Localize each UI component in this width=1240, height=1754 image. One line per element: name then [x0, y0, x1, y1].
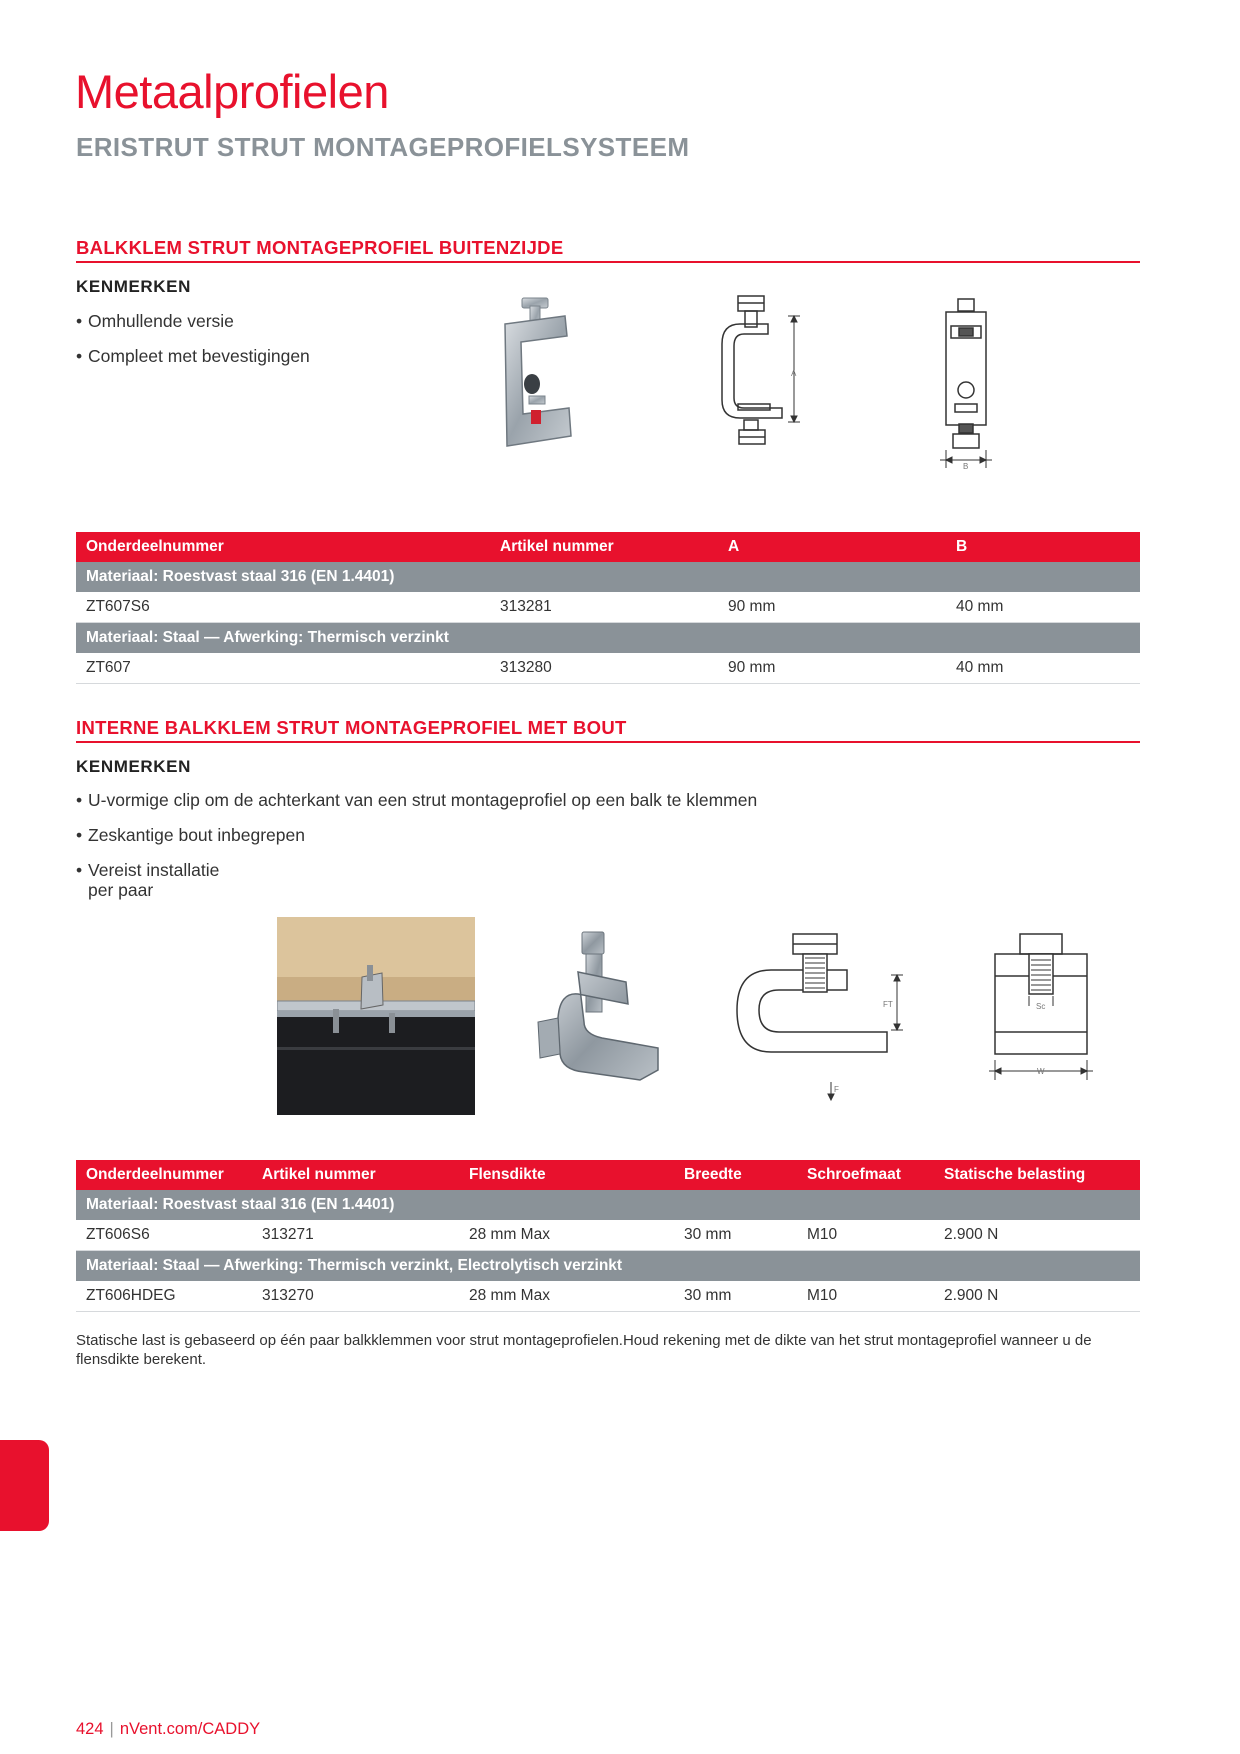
- table-cell: 90 mm: [718, 592, 946, 623]
- installation-photo: [277, 917, 475, 1115]
- table-cell: M10: [797, 1281, 934, 1312]
- dimension-label-f: F: [834, 1085, 839, 1094]
- table-cell: 30 mm: [674, 1281, 797, 1312]
- material-row: [76, 1190, 1140, 1220]
- table-cell: ZT606S6: [76, 1220, 252, 1251]
- table-header: Artikel nummer: [490, 532, 718, 562]
- material-label: Materiaal: Staal — Afwerking: Thermisch verzinkt, Electrolytisch verzinkt: [76, 1251, 1140, 1282]
- table-cell: 313280: [490, 653, 718, 684]
- table-cell: 313270: [252, 1281, 459, 1312]
- dimension-label-w: W: [1037, 1067, 1045, 1076]
- table-cell: 40 mm: [946, 653, 1140, 684]
- footnote: Statische last is gebaseerd op één paar balkklemmen voor strut montageprofielen.Houd rekening met de dikte van het strut montageprofiel wanneer u de flensdikte berekent.: [76, 1332, 1092, 1368]
- table-row: [76, 592, 1140, 623]
- table-cell: 40 mm: [946, 592, 1140, 623]
- feature-item: • Compleet met bevestigingen: [76, 346, 310, 366]
- side-tab-marker: [0, 1440, 49, 1531]
- table-cell: ZT606HDEG: [76, 1281, 252, 1312]
- table-header: Onderdeelnummer: [76, 1160, 252, 1190]
- table-cell: 30 mm: [674, 1220, 797, 1251]
- table-row: [76, 1281, 1140, 1312]
- table-cell: ZT607S6: [76, 592, 490, 623]
- table-cell: M10: [797, 1220, 934, 1251]
- page-title: Metaalprofielen: [75, 65, 389, 118]
- table-header-row: [76, 1160, 1140, 1190]
- internal-clamp-photo: [530, 930, 660, 1090]
- table-cell: ZT607: [76, 653, 490, 684]
- section2-rule: [76, 741, 1140, 743]
- feature-item: • Omhullende versie: [76, 311, 310, 331]
- table-row: [76, 653, 1140, 684]
- dimension-label-ft: FT: [883, 1000, 893, 1009]
- material-label: Materiaal: Roestvast staal 316 (EN 1.4401): [76, 1190, 1140, 1220]
- dimension-label-b: B: [963, 462, 969, 471]
- table-header: B: [946, 532, 1140, 562]
- page-number: 424: [76, 1720, 104, 1738]
- section2-features-list: [76, 790, 896, 915]
- beam-clamp-front-drawing: [935, 292, 1005, 472]
- table-cell: 2.900 N: [934, 1220, 1140, 1251]
- section2-title: INTERNE BALKKLEM STRUT MONTAGEPROFIEL MET BOUT: [76, 717, 627, 738]
- table-cell: 28 mm Max: [459, 1220, 674, 1251]
- section1-features-heading: KENMERKEN: [76, 277, 191, 296]
- material-row: [76, 623, 1140, 654]
- table-cell: 2.900 N: [934, 1281, 1140, 1312]
- table-header: Onderdeelnummer: [76, 532, 490, 562]
- beam-clamp-photo: [485, 296, 585, 458]
- beam-clamp-side-drawing: [710, 292, 815, 457]
- table-header: Artikel nummer: [252, 1160, 459, 1190]
- table-header: Breedte: [674, 1160, 797, 1190]
- table-cell: 90 mm: [718, 653, 946, 684]
- material-row: [76, 562, 1140, 592]
- table-header-row: [76, 532, 1140, 562]
- section1-features-list: [76, 311, 310, 381]
- table-header: Flensdikte: [459, 1160, 674, 1190]
- internal-clamp-front-drawing: [985, 930, 1095, 1100]
- table-cell: 313271: [252, 1220, 459, 1251]
- table-cell: 313281: [490, 592, 718, 623]
- page-footer: [76, 1720, 260, 1739]
- table-cell: 28 mm Max: [459, 1281, 674, 1312]
- internal-clamp-side-drawing: [735, 930, 915, 1105]
- table-header: Schroefmaat: [797, 1160, 934, 1190]
- material-row: [76, 1251, 1140, 1282]
- feature-item: • Zeskantige bout inbegrepen: [76, 825, 896, 845]
- page-subtitle: ERISTRUT STRUT MONTAGEPROFIELSYSTEEM: [76, 132, 690, 162]
- section2-features-heading: KENMERKEN: [76, 757, 191, 776]
- footer-separator: |: [109, 1720, 114, 1738]
- section1-rule: [76, 261, 1140, 263]
- feature-item: • U-vormige clip om de achterkant van een strut montageprofiel op een balk te klemmen: [76, 790, 896, 810]
- section1-title: BALKKLEM STRUT MONTAGEPROFIEL BUITENZIJDE: [76, 237, 564, 258]
- section1-spec-table: [76, 532, 1140, 684]
- section2-spec-table: [76, 1160, 1140, 1312]
- footer-link[interactable]: nVent.com/CADDY: [119, 1720, 261, 1738]
- dimension-label-a: A: [791, 369, 797, 378]
- feature-item: • Vereist installatie per paar: [76, 860, 248, 900]
- table-header: Statische belasting: [934, 1160, 1140, 1190]
- material-label: Materiaal: Staal — Afwerking: Thermisch verzinkt: [76, 623, 1140, 654]
- table-row: [76, 1220, 1140, 1251]
- material-label: Materiaal: Roestvast staal 316 (EN 1.4401): [76, 562, 1140, 592]
- dimension-label-sc: Sc: [1036, 1002, 1046, 1011]
- table-header: A: [718, 532, 946, 562]
